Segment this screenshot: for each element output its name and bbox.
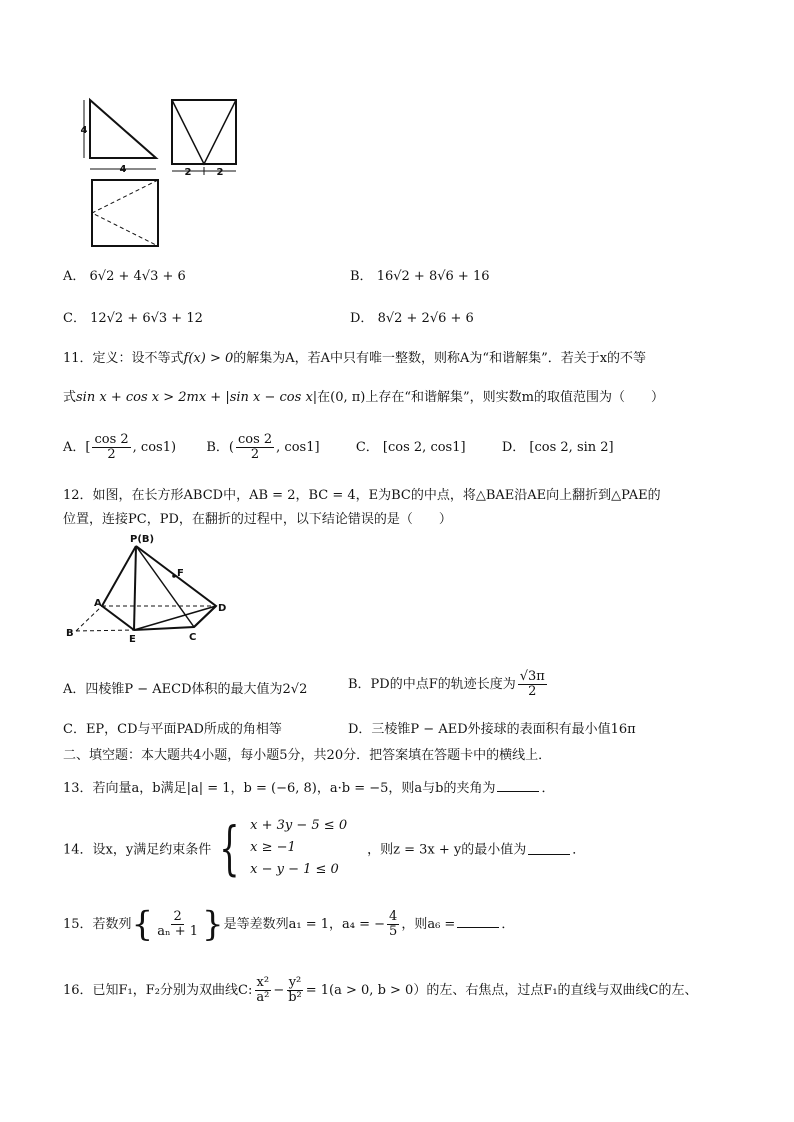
q10-option-d: D． 8√2 + 2√6 + 6 [350,311,474,326]
three-view-figure [78,92,248,252]
q10-option-b: B． 16√2 + 8√6 + 16 [350,269,490,284]
q13-answer-blank [497,779,539,792]
q12-option-a: A．四棱锥P − AECD体积的最大值为2√2 [63,682,308,697]
dim-right-a: 2 [184,167,192,178]
q11-option-b: B．( $\frac{\cos 2}{2}$ , cos1] [206,432,320,462]
q12-figure [64,532,234,650]
q16: 16．已知F₁，F₂分别为双曲线C: $\frac{\text{x²}}{\text{a²}}$ − $\frac{\text{y²}}{\text{b²}}$ = 1(a > 0, b > 0）的左、右焦点，过点F₁的直线与双曲线C的左、 [63,975,698,1005]
q11-line1: 11．定义：设不等式f(x) > 0的解集为A，若A中只有唯一整数，则称A为“和谐解集”．若关于x的不等 [63,351,647,366]
top-view-square [92,180,158,246]
label-b: B [66,628,74,639]
front-view-triangle [90,100,156,158]
q11-option-c: C． [cos 2, cos1] [355,440,466,455]
q11-line2: 式sin x + cos x > 2mx + |sin x − cos x|在(0, π)上存在“和谐解集”，则实数m的取值范围为（ ） [63,390,664,405]
q12-option-c: C．EP，CD与平面PAD所成的角相等 [63,722,282,737]
side-view-square [172,100,236,164]
section-two-heading: 二、填空题：本大题共4小题，每小题5分，共20分．把答案填在答题卡中的横线上． [63,748,552,763]
label-c: C [189,632,197,643]
q14-constraint-1: x + 3y − 5 ≤ 0 [250,818,348,833]
q12-option-d: D．三棱锥P − AED外接球的表面积有最小值16π [348,722,636,737]
dim-right-b: 2 [216,167,224,178]
q12-line2: 位置，连接PC，PD，在翻折的过程中，以下结论错误的是（ ） [63,512,452,527]
q14: 14．设x，y满足约束条件 { x + 3y − 5 ≤ 0 x ≥ −1 x − y − 1 ≤ 0 ，则z = 3x + y的最小值为 ． [63,814,586,882]
label-f: F [177,568,184,579]
q10-option-a: A． 6√2 + 4√3 + 6 [63,269,186,284]
q14-answer-blank [528,842,570,855]
q12-line1: 12．如图，在长方形ABCD中，AB = 2，BC = 4，E为BC的中点，将△BAE沿AE向上翻折到△PAE的 [63,488,661,503]
label-a: A [94,598,102,609]
q11-option-a: A．[ $\frac{\cos 2}{2}$ , cos1) [63,432,177,462]
q13: 13．若向量a，b满足|a| = 1，b = (−6, 8)，a·b = −5，则a与b的夹角为 ． [63,781,555,796]
q14-constraint-3: x − y − 1 ≤ 0 [250,862,339,877]
dim-left-vertical: 4 [80,125,88,136]
q10-option-c: C． 12√2 + 6√3 + 12 [63,311,203,326]
label-d: D [218,603,227,614]
label-p: P(B) [130,534,155,545]
q15-answer-blank [457,915,499,928]
q11-option-d: D． [cos 2, sin 2] [501,440,614,455]
label-e: E [129,634,136,645]
dim-left-horizontal: 4 [119,164,127,175]
q15: 15．若数列{ $\frac{2}{\text{aₙ + 1}}$ }是等差数列a₁ = 1，a₄ = − $\frac{4}{5}$ ，则a₆ = ． [63,904,515,945]
q12-option-b: B．PD的中点F的轨迹长度为 $\frac{√3\pi}{2}$ [348,669,545,699]
q11-options [63,432,614,464]
q14-constraint-2: x ≥ −1 [250,840,296,855]
